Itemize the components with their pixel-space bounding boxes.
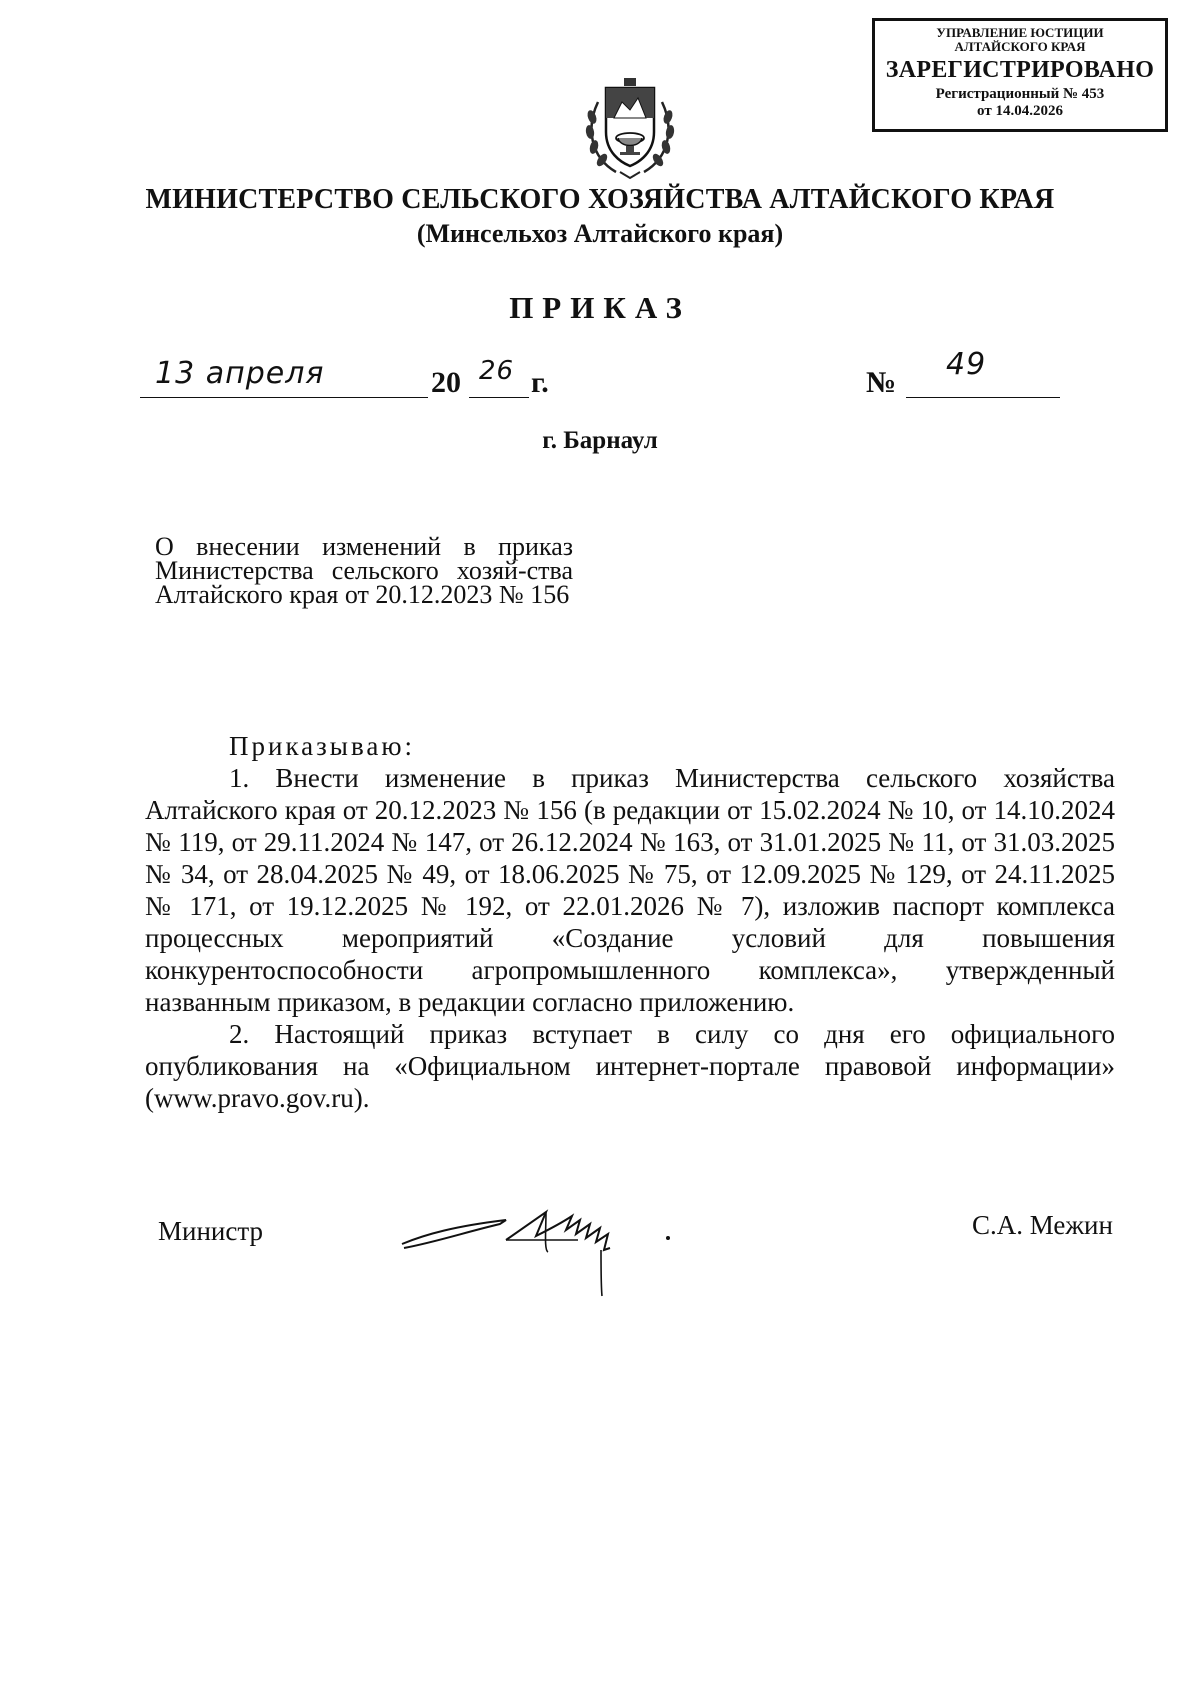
ministry-short-title: (Минсельхоз Алтайского края): [416, 219, 784, 248]
stamp-org-line2: АЛТАЙСКОГО КРАЯ: [954, 38, 1086, 54]
order-paragraph-1: 1. Внести изменение в приказ Министерства сельского хозяйства Алтайского края от 20.12.2023 № 156 (в редакции от 15.02.2024 № 10, от 14.10.2024 № 119, от 29.11.2024 № 147, от 26.12.2024 № 163, от 31.01.2025 № 11, от 31.03.2025 № 34, от 28.04.2025 № 49, от 18.06.2025 № 75, от 12.09.2025 № 129, от 24.11.2025 № 171, от 19.12.2025 № 192, от 22.01.2026 № 7), изложив паспорт комплекса процессных мероприятий «Создание условий для повышения конкурентоспособности агропромышленного комплекса», утвержденный названным приказом, в редакции согласно приложению.: [145, 763, 1115, 1017]
stamp-reg-date: от 14.04.2026: [977, 103, 1063, 120]
stamp-reg-number: Регистрационный № 453: [935, 86, 1105, 103]
date-underline: [140, 397, 428, 398]
stamp-status: ЗАРЕГИСТРИРОВАНО: [885, 57, 1155, 84]
registration-stamp: [872, 18, 1168, 132]
signatory-name: С.А. Межин: [972, 1210, 1113, 1240]
order-number-prefix: №: [866, 366, 897, 399]
order-year-handwritten: 26: [479, 356, 515, 386]
year-suffix: г.: [531, 366, 549, 399]
stamp-org-line1: УПРАВЛЕНИЕ ЮСТИЦИИ: [936, 25, 1104, 40]
ministry-title: МИНИСТЕРСТВО СЕЛЬСКОГО ХОЗЯЙСТВА АЛТАЙСКОГО КРАЯ: [145, 184, 1055, 215]
altai-krai-coat-of-arms-icon: [580, 72, 680, 182]
order-subject: О внесении изменений в приказ Министерства сельского хозяй-ства Алтайского края от 20.12.2023 № 156: [155, 532, 573, 609]
year-underline: [469, 397, 529, 398]
order-body: [145, 730, 1115, 1114]
year-prefix: 20: [431, 366, 461, 399]
city-label: г. Барнаул: [542, 427, 658, 454]
signatory-title: Министр: [158, 1216, 263, 1246]
handwritten-signature-icon: [396, 1190, 696, 1300]
number-underline: [906, 397, 1060, 398]
order-date-handwritten: 13 апреля: [155, 356, 325, 391]
document-type-heading: ПРИКАЗ: [509, 290, 691, 325]
order-lead: Приказываю:: [229, 731, 415, 761]
order-paragraph-2: 2. Настоящий приказ вступает в силу со дня его официального опубликования на «Официальном интернет-портале правовой информации» (www.pravo.gov.ru).: [145, 1019, 1115, 1113]
order-number-handwritten: 49: [946, 347, 987, 382]
